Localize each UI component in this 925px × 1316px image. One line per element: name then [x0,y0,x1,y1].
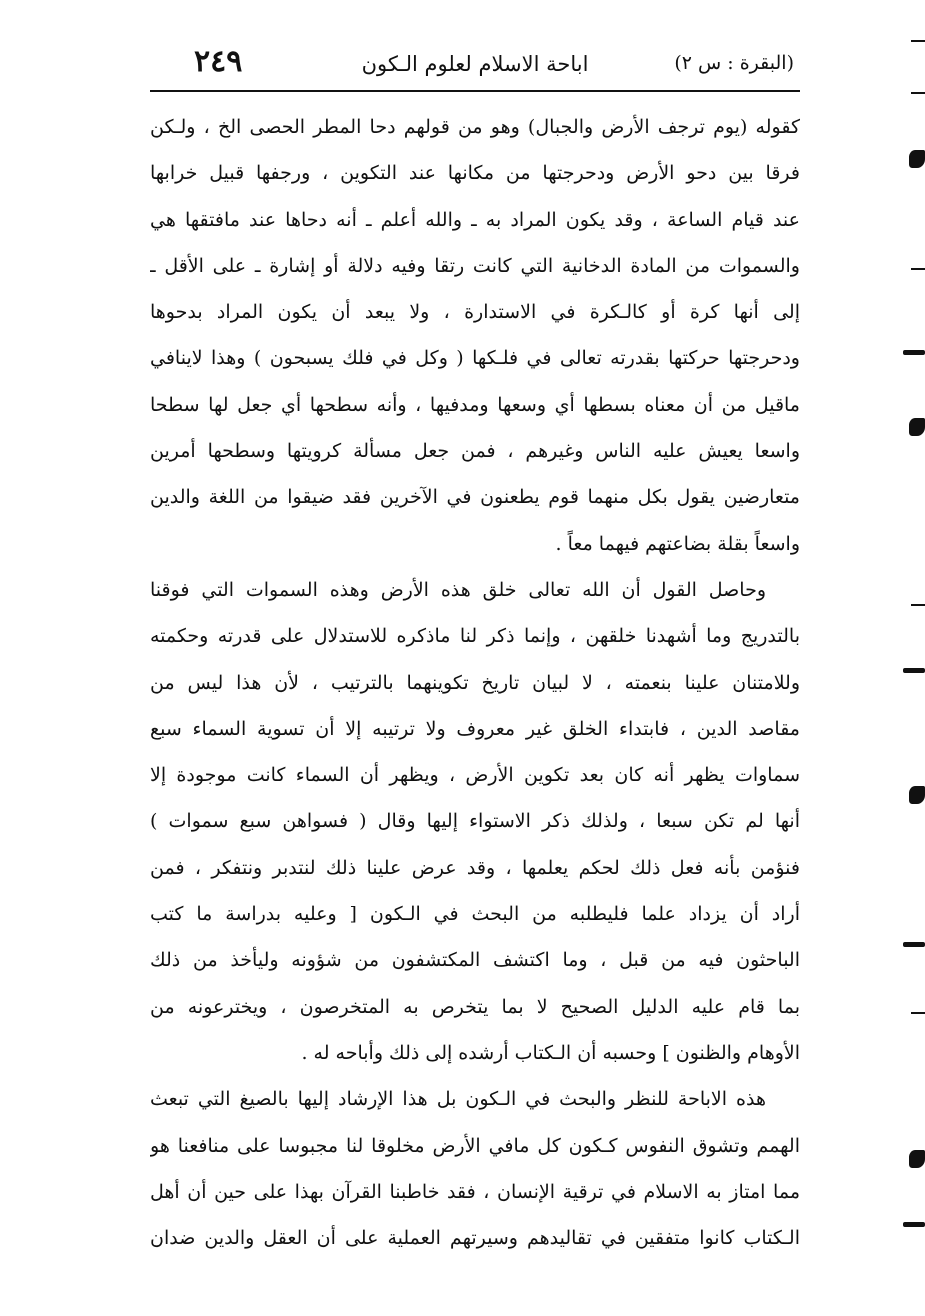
scan-artifact [911,268,925,270]
scan-artifact [903,350,925,355]
scan-artifact [909,786,925,804]
text-line: فرقا بين دحو الأرض ودحرجتها من مكانها عند التكوين ، ورجفها قبيل خرابها [150,162,800,185]
header-title: اباحة الاسلام لعلوم الـكون [361,52,589,76]
scan-artifact [911,604,925,606]
text-line: متعارضين يقول بكل منهما قوم يطعنون في الآخرين فقد ضيقوا من اللغة والدين [150,486,800,509]
scan-artifact [903,1222,925,1227]
text-line: مما امتاز به الاسلام في ترقية الإنسان ، فقد خاطبنا القرآن بهذا على حين أن أهل [150,1180,800,1203]
text-line: بما قام عليه الدليل الصحيح لا بما يتخرص به المتخرصون ، ويخترعونه من [150,995,800,1018]
text-line: سماوات يظهر أنه كان بعد تكوين الأرض ، ويظهر أن السماء كانت موجودة إلا [150,764,800,787]
text-line: عند قيام الساعة ، وقد يكون المراد به ـ والله أعلم ـ أنه دحاها عند مافتقها هي [150,208,800,231]
text-line: ودحرجتها حركتها بقدرته تعالى في فلـكها ( وكل في فلك يسبحون ) وهذا لاينافي [150,347,800,370]
text-line: مقاصد الدين ، فابتداء الخلق غير معروف ولا ترتيبه إلا أن تسوية السماء سبع [150,717,800,740]
header-chapter-reference: (البقرة : س ٢) [674,52,794,74]
text-line: واسعا يعيش عليه الناس وغيرهم ، فمن جعل مسألة كرويتها وسطحها أمرين [150,440,800,463]
text-line: فنؤمن بأنه فعل ذلك لحكم يعلمها ، وقد عرض علينا ذلك لنتدبر ونتفكر ، فمن [150,856,800,879]
scan-artifact [903,942,925,947]
scan-artifact [909,150,925,168]
text-line: بالتدريج وما أشهدنا خلقهن ، وإنما ذكر لنا ماذكره للاستدلال على قدرته وحكمته [150,625,800,648]
text-line: ماقيل من أن معناه بسطها أي وسعها ومدفيها ، وأنه سطحها أي جعل لها سطحا [150,393,800,416]
text-line: الأوهام والظنون ] وحسبه أن الـكتاب أرشده إلى ذلك وأباحه له . [301,1041,800,1064]
scan-artifact [911,1012,925,1014]
page-header [150,44,800,92]
scan-margin-artifacts [895,0,925,1316]
text-line: وحاصل القول أن الله تعالى خلق هذه الأرض وهذه السموات التي فوقنا [150,578,766,601]
text-line: هذه الاباحة للنظر والبحث في الـكون بل هذا الإرشاد إليها بالصيغ التي تبعث [150,1088,766,1111]
scan-artifact [911,92,925,94]
text-line: أنها لم تكن سبعا ، ولذلك ذكر الاستواء إليها وقال ( فسواهن سبع سموات ) [150,810,800,833]
text-line: الـكتاب كانوا متفقين في تقاليدهم وسيرتهم العملية على أن العقل والدين ضدان [150,1227,800,1250]
scan-artifact [903,668,925,673]
page-number: ٢٤٩ [194,44,243,79]
text-line: أراد أن يزداد علما فليطلبه من البحث في الـكون [ وعليه بدراسة ما كتب [150,903,800,926]
scan-artifact [909,1150,925,1168]
text-line: واسعاً بقلة بضاعتهم فيهما معاً . [555,532,800,555]
text-line: الهمم وتشوق النفوس كـكون كل مافي الأرض مخلوقا لنا مجبوسا على منافعنا هو [150,1134,800,1157]
text-line: الباحثون فيه من قبل ، وما اكتشف المكتشفون من شؤونه وليأخذ من ذلك [150,949,800,972]
scan-artifact [909,418,925,436]
text-line: كقوله (يوم ترجف الأرض والجبال) وهو من قولهم دحا المطر الحصى الخ ، ولـكن [150,116,800,138]
page-body-text [150,104,800,1261]
text-line: إلى أنها كرة أو كالـكرة في الاستدارة ، ولا يبعد أن يكون المراد بدحوها [150,301,800,324]
text-line: وللامتنان علينا بنعمته ، لا لبيان تاريخ تكوينهما بالترتيب ، لأن هذا ليس من [150,671,800,694]
scan-artifact [911,40,925,42]
text-line: والسموات من المادة الدخانية التي كانت رتقا وفيه دلالة أو إشارة ـ على الأقل ـ [150,254,800,277]
